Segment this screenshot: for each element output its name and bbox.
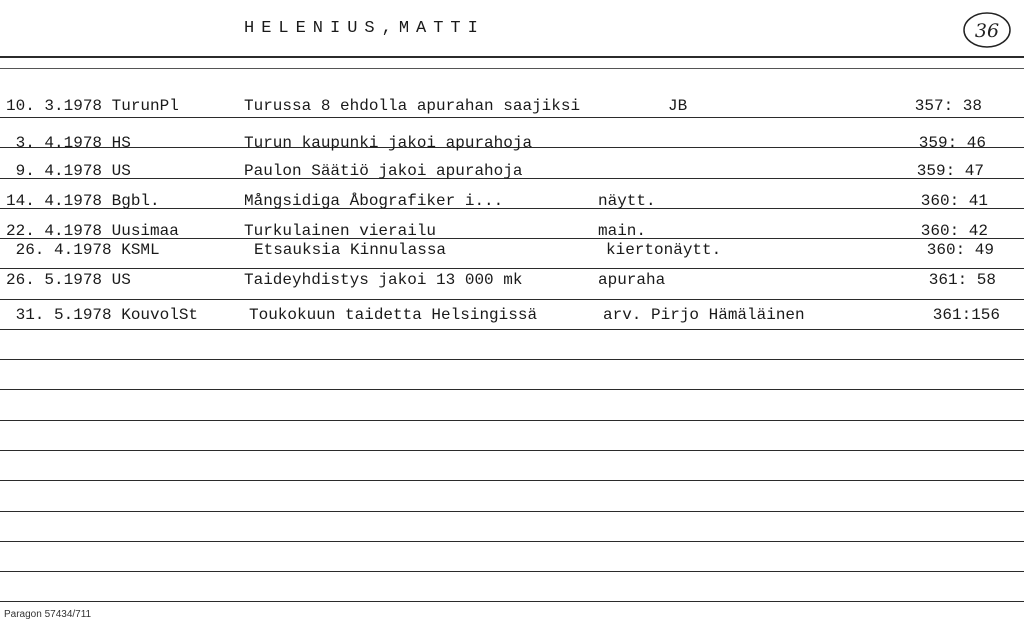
- header-rule-secondary: [0, 68, 1024, 69]
- entry-description: Toukokuun taidetta Helsingissä: [249, 306, 538, 324]
- entry-note: main.: [598, 222, 647, 240]
- ruled-line: [0, 541, 1024, 542]
- entry-note: kiertonäytt.: [606, 241, 722, 259]
- entry-row: [0, 161, 1024, 185]
- ruled-line: [0, 601, 1024, 602]
- entry-date-source: 26. 4.1978 KSML: [6, 241, 160, 259]
- entry-date-source: 22. 4.1978 Uusimaa: [6, 222, 179, 240]
- entry-date-source: 9. 4.1978 US: [6, 162, 131, 180]
- entry-description: Turkulainen vierailu: [244, 222, 437, 240]
- ruled-line: [0, 571, 1024, 572]
- ruled-line: [0, 450, 1024, 451]
- handwritten-number-mark: [962, 10, 1012, 50]
- entry-description: Paulon Säätiö jakoi apurahoja: [244, 162, 523, 180]
- circled-card-number: [962, 10, 1012, 50]
- entry-reference: 360: 42: [920, 222, 988, 240]
- entry-description: Turussa 8 ehdolla apurahan saajiksi: [244, 97, 581, 115]
- entry-row: [0, 96, 1024, 120]
- entry-row: [0, 240, 1024, 264]
- ruled-line: [0, 420, 1024, 421]
- entry-reference: 361:156: [932, 306, 1000, 324]
- card-footer-print: Paragon 57434/711: [4, 609, 92, 620]
- card-number-text: 36: [974, 20, 1000, 42]
- entry-date-source: 31. 5.1978 KouvolSt: [6, 306, 199, 324]
- entry-date-source: 14. 4.1978 Bgbl.: [6, 192, 160, 210]
- entry-date-source: 3. 4.1978 HS: [6, 134, 131, 152]
- entry-description: Taideyhdistys jakoi 13 000 mk: [244, 271, 523, 289]
- entry-reference: 360: 41: [920, 192, 988, 210]
- entry-row: [0, 133, 1024, 157]
- ruled-line: [0, 389, 1024, 390]
- entry-note: JB: [668, 97, 688, 115]
- ruled-line: [0, 299, 1024, 300]
- header-rule: [0, 56, 1024, 58]
- entry-reference: 359: 47: [916, 162, 984, 180]
- entry-note: arv. Pirjo Hämäläinen: [603, 306, 805, 324]
- entry-date-source: 10. 3.1978 TurunPl: [6, 97, 179, 115]
- entry-reference: 357: 38: [914, 97, 982, 115]
- entry-reference: 359: 46: [918, 134, 986, 152]
- entry-row: [0, 305, 1024, 329]
- entry-row: [0, 191, 1024, 215]
- entry-row: [0, 270, 1024, 294]
- entry-reference: 360: 49: [926, 241, 994, 259]
- ruled-line: [0, 359, 1024, 360]
- entry-description: Mångsidiga Åbografiker i...: [244, 192, 504, 210]
- entry-date-source: 26. 5.1978 US: [6, 271, 131, 289]
- card-title: HELENIUS,MATTI: [244, 19, 485, 38]
- entry-note: apuraha: [598, 271, 666, 289]
- ruled-line: [0, 511, 1024, 512]
- entry-note: näytt.: [598, 192, 656, 210]
- ruled-line: [0, 329, 1024, 330]
- ruled-line: [0, 268, 1024, 269]
- ruled-line: [0, 480, 1024, 481]
- entry-reference: 361: 58: [928, 271, 996, 289]
- entry-description: Etsauksia Kinnulassa: [254, 241, 447, 259]
- entry-description: Turun kaupunki jakoi apurahoja: [244, 134, 533, 152]
